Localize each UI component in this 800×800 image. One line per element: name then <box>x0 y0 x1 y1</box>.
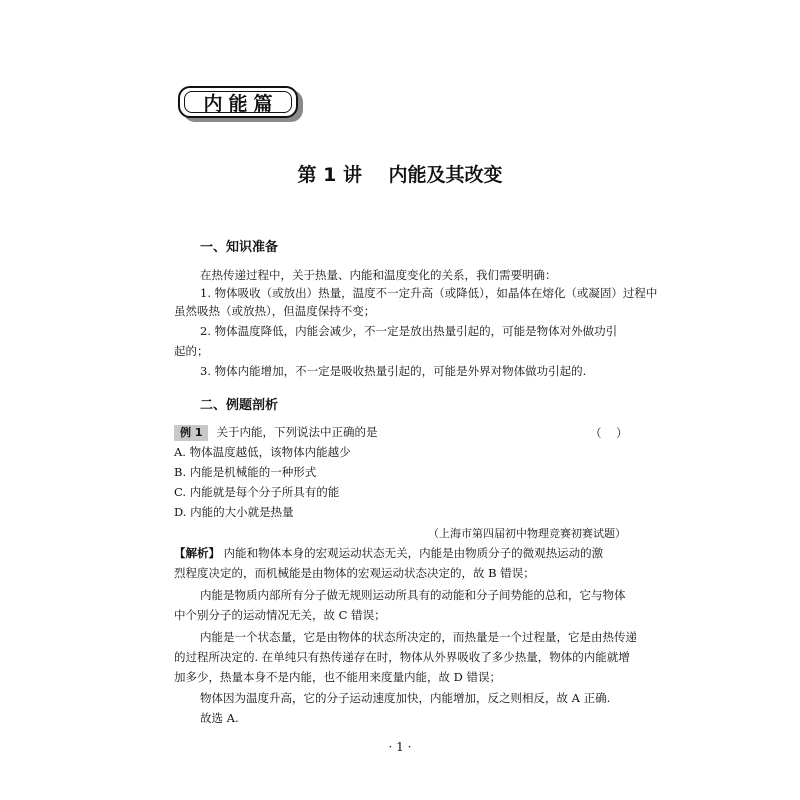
example-question <box>174 424 377 441</box>
analysis-line: 烈程度决定的，而机械能是由物体的宏观运动状态决定的，故 B 错误； <box>174 566 535 580</box>
paragraph-line: 在热传递过程中，关于热量、内能和温度变化的关系，我们需要明确： <box>200 268 557 282</box>
banner-frame <box>178 86 298 118</box>
paragraph-line: 2. 物体温度降低，内能会减少，不一定是放出热量引起的，可能是物体对外做功引 <box>200 324 618 338</box>
paragraph-line: 3. 物体内能增加，不一定是吸收热量引起的，可能是外界对物体做功引起的. <box>200 364 587 378</box>
banner-text: 内能篇 <box>184 91 292 113</box>
section-heading-knowledge: 一、知识准备 <box>200 240 279 255</box>
analysis-label: 【解析】 <box>174 546 220 560</box>
analysis-line: 加多少，热量本身不是内能，也不能用来度量内能，故 D 错误； <box>174 670 502 684</box>
question-text: 关于内能，下列说法中正确的是 <box>216 425 378 439</box>
analysis-line: 内能是物质内部所有分子做无规则运动所具有的动能和分子间势能的总和，它与物体 <box>200 588 626 602</box>
analysis-line: 内能是一个状态量，它是由物体的状态所决定的，而热量是一个过程量，它是由热传递 <box>200 630 637 644</box>
option-c: C. 内能就是每个分子所具有的能 <box>174 485 340 499</box>
analysis-text: 内能和物体本身的宏观运动状态无关，内能是由物质分子的微观热运动的激 <box>223 546 604 560</box>
option-b: B. 内能是机械能的一种形式 <box>174 465 317 479</box>
analysis-line: 中个别分子的运动情况无关，故 C 错误； <box>174 608 386 622</box>
paragraph-line: 虽然吸热（或放热），但温度保持不变； <box>174 304 376 318</box>
analysis-line <box>174 545 603 561</box>
section-banner <box>178 86 304 122</box>
analysis-line: 的过程所决定的. 在单纯只有热传递存在时，物体从外界吸收了多少热量，物体的内能就增 <box>174 650 630 664</box>
lecture-title: 第 1 讲 内能及其改变 <box>297 164 503 186</box>
analysis-line: 物体因为温度升高，它的分子运动速度加快，内能增加，反之则相反，故 A 正确. <box>200 691 611 705</box>
paragraph-line: 起的； <box>174 344 209 358</box>
example-label: 例 1 <box>174 425 208 441</box>
section-heading-examples: 二、例题剖析 <box>200 398 279 413</box>
page-number: · 1 · <box>388 740 412 754</box>
option-a: A. 物体温度越低，该物体内能越少 <box>174 445 351 459</box>
option-d: D. 内能的大小就是热量 <box>174 505 294 519</box>
question-source: （上海市第四届初中物理竞赛初赛试题） <box>428 527 626 540</box>
paragraph-line: 1. 物体吸收（或放出）热量，温度不一定升高（或降低），如晶体在熔化（或凝固）过程中 <box>200 286 658 300</box>
analysis-line: 故选 A. <box>200 711 239 725</box>
answer-blank: （ ） <box>590 426 628 440</box>
